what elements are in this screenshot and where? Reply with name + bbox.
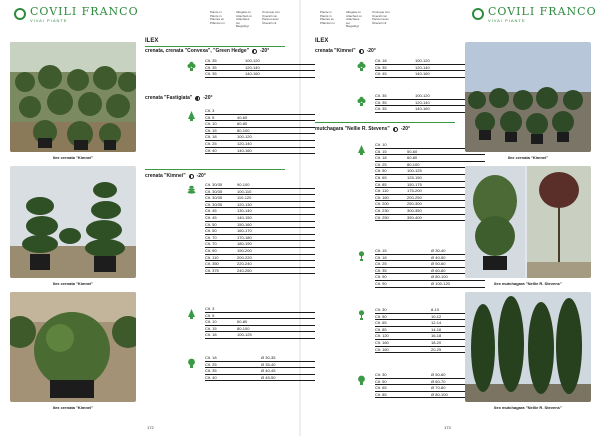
container-size: Clt. 65 — [375, 320, 387, 326]
plant-size: 120-140 — [237, 140, 252, 146]
half-sun-icon — [359, 49, 364, 54]
plant-size: 240-260 — [237, 267, 252, 273]
plant-size: 40-60 — [237, 114, 248, 120]
container-size: Clt. 160 — [375, 346, 389, 352]
table-row — [205, 375, 315, 382]
table-row — [205, 268, 315, 275]
container-size: Clt. 15 — [205, 325, 217, 331]
container-size: Clt. 10 — [205, 319, 217, 325]
plant-size: Ø 35-40 — [261, 361, 276, 367]
photo-caption: Ilex mutchagara "Nellie R. Stevens" — [494, 281, 562, 286]
plant-size: 140-160 — [237, 147, 252, 153]
section-rule — [315, 122, 455, 123]
plant-size: 14-16 — [431, 326, 442, 332]
size-table — [205, 355, 315, 381]
brand-sub: VIVAI PIANTE — [488, 18, 526, 23]
section-title: crenata "Kimnei" -20° — [315, 48, 376, 54]
plant-size: Ø 60-70 — [431, 378, 446, 384]
logo-ring-icon — [14, 8, 26, 20]
plant-size: 180-190 — [237, 241, 252, 247]
plant-size: 200-250 — [407, 194, 422, 200]
plant-size: Ø 70-80 — [431, 385, 446, 391]
table-row — [205, 248, 315, 255]
table-row — [205, 261, 315, 268]
container-size: Clt. 5 — [205, 114, 215, 120]
table-row — [205, 141, 315, 148]
table-row — [205, 148, 315, 155]
plant-size: Ø 80-100 — [431, 391, 448, 397]
cone-shape-icon — [357, 142, 366, 151]
half-sun-icon — [189, 174, 194, 179]
container-size: Clt. 160 — [375, 339, 389, 345]
size-table — [205, 182, 315, 274]
table-row — [205, 115, 315, 122]
container-size: Clt. 30 — [375, 307, 387, 312]
container-size: Clt. 50 — [375, 168, 387, 174]
legend-col: Piante in Plants in Plantes en Pflanzen in — [320, 10, 335, 25]
photo-ilex-kimnei-cloud — [10, 166, 136, 278]
container-size: Clt. 18 — [375, 155, 387, 161]
plant-size: 175-200 — [407, 188, 422, 194]
photo-ilex-kimnei-ball — [10, 292, 136, 402]
plant-size: Ø 40-50 — [431, 254, 446, 260]
container-size: Clt. 90 — [375, 280, 387, 286]
size-table — [205, 108, 315, 154]
photo-caption: Ilex mutchagara "Nellie R. Stevens" — [494, 405, 562, 410]
plant-size: 140-160 — [415, 106, 430, 112]
plant-size: 60-80 — [237, 121, 248, 127]
table-row — [205, 362, 315, 369]
container-size: Clt. 375 — [205, 267, 219, 273]
plant-size: Ø 30-35 — [261, 355, 276, 360]
table-row — [205, 182, 315, 189]
legend-col: Ovunque con Overall con Partout avec Überall mit — [372, 10, 390, 25]
table-row — [205, 241, 315, 248]
container-size: Clt. 30/35 — [205, 188, 223, 194]
container-size: Clt. 50 — [205, 221, 217, 227]
container-size: Clt. 90 — [205, 247, 217, 253]
plant-size: 8-10 — [431, 307, 440, 312]
container-size: Clt. 35 — [375, 267, 387, 273]
plant-size: 110-120 — [237, 195, 252, 201]
legend-col: Piante in Plants in Plantes en Pflanzen in — [210, 10, 225, 25]
legend-left — [210, 11, 280, 29]
plant-size: 60-80 — [237, 319, 248, 325]
container-size: Clt. 18 — [375, 254, 387, 260]
container-size: Clt. 5 — [205, 312, 215, 318]
size-table — [205, 58, 315, 78]
container-size: Clt. 35 — [375, 106, 387, 112]
plant-size: Ø 80-100 — [431, 274, 448, 280]
table-row — [205, 319, 315, 326]
container-size: Clt. 30 — [375, 372, 387, 377]
legend-col: Ovunque con Overall con Partout avec Überall mit — [262, 10, 280, 25]
plant-size: 125-150 — [407, 174, 422, 180]
plant-size: Ø 45-50 — [261, 374, 276, 380]
table-row — [205, 228, 315, 235]
size-table — [205, 306, 315, 339]
container-size: Clt. 70 — [205, 234, 217, 240]
table-row — [205, 134, 315, 141]
table-row — [205, 355, 315, 362]
plant-size: 100-110 — [237, 188, 252, 194]
container-size: Clt. 30/35 — [205, 195, 223, 201]
plant-size: 160-170 — [237, 228, 252, 234]
container-size: Clt. 200 — [375, 201, 389, 207]
brand-logo-left — [14, 6, 139, 24]
table-row — [205, 306, 315, 313]
plant-size: 100-120 — [237, 134, 252, 140]
table-row — [205, 195, 315, 202]
table-row — [205, 202, 315, 209]
container-size: Clt. 3 — [205, 306, 215, 311]
container-size: Clt. 230 — [375, 207, 389, 213]
table-row — [205, 215, 315, 222]
shrub-shape-icon — [357, 58, 366, 67]
container-size: Clt. 30/35 — [205, 201, 223, 207]
plant-size: 150-175 — [407, 181, 422, 187]
container-size: Clt. 35 — [205, 368, 217, 374]
container-size: Clt. 85 — [375, 181, 387, 187]
table-row — [205, 65, 315, 72]
plant-size: 140-160 — [415, 71, 430, 77]
table-row — [205, 71, 315, 78]
plant-size: 170-180 — [237, 234, 252, 240]
plant-size: 80-100 — [407, 161, 420, 167]
container-size: Clt. 45 — [375, 71, 387, 77]
container-size: Clt. 18 — [205, 332, 217, 338]
plant-size: 50-60 — [407, 148, 418, 154]
plant-size: 120-140 — [415, 99, 430, 105]
container-size: Clt. 110 — [205, 254, 219, 260]
container-size: Clt. 90 — [375, 274, 387, 280]
logo-ring-icon — [472, 8, 484, 20]
container-size: Clt. 35 — [375, 93, 387, 98]
plant-size: 190-200 — [237, 247, 252, 253]
plant-size: Ø 100-120 — [431, 280, 450, 286]
container-size: Clt. 350 — [205, 261, 219, 267]
table-row — [205, 128, 315, 135]
table-row — [205, 332, 315, 339]
cloud-shape-icon — [187, 182, 196, 191]
container-size: Clt. 35 — [205, 58, 217, 63]
table-row — [205, 121, 315, 128]
section-title: crenata "Fastigiata" -20° — [145, 95, 213, 101]
container-size: Clt. 15 — [205, 127, 217, 133]
container-size: Clt. 50 — [375, 313, 387, 319]
legend-col: Allegata on Attached on Attachées sur Beigefügt — [236, 10, 253, 29]
plant-size: 120-140 — [245, 64, 260, 70]
plant-size: Ø 30-40 — [431, 248, 446, 253]
ball-shape-icon — [357, 372, 366, 381]
plant-size: 120-130 — [237, 201, 252, 207]
plant-size: 200-220 — [237, 254, 252, 260]
section-title: mutchagara "Nellie R. Stevens" -20° — [315, 126, 411, 132]
plant-size: 100-120 — [245, 58, 260, 63]
ball-shape-icon — [187, 355, 196, 364]
container-size: Clt. 15 — [375, 148, 387, 154]
table-row — [205, 108, 315, 115]
section-rule — [145, 169, 285, 170]
plant-size: 100-125 — [407, 168, 422, 174]
legend-col: Allegata on Attached on Attachées sur Beigefügt — [346, 10, 363, 29]
plant-size: 100-125 — [237, 332, 252, 338]
plant-size: Ø 60-80 — [431, 267, 446, 273]
photo-ilex-kimnei-field — [10, 42, 136, 152]
plant-size: 20-25 — [431, 346, 442, 352]
container-size: Clt. 18 — [205, 355, 217, 360]
container-size: Clt. 25 — [375, 261, 387, 267]
table-row — [205, 368, 315, 375]
table-row — [205, 326, 315, 333]
container-size: Clt. 50 — [375, 378, 387, 384]
photo-ilex-kimnei-rows — [465, 42, 591, 152]
page-number-left: 172 — [147, 425, 154, 430]
plant-size: 130-140 — [237, 208, 252, 214]
container-size: Clt. 30/35 — [205, 182, 223, 187]
plant-size: 140-150 — [237, 214, 252, 220]
plant-size: 18-20 — [431, 339, 442, 345]
plant-size: Ø 50-60 — [431, 372, 446, 377]
section-title: crenata "Kimnei" -20° — [145, 173, 206, 179]
shrub-shape-icon — [187, 58, 196, 67]
plant-size: 120-140 — [415, 64, 430, 70]
table-row — [205, 222, 315, 229]
brand-name: COVILI FRANCO — [488, 5, 597, 18]
brand-logo-right — [472, 6, 597, 24]
section-title: crenata, crenata "Convexa", "Green Hedge" -20° — [145, 48, 270, 54]
plant-size: 250-300 — [407, 201, 422, 207]
plant-size: 100-120 — [415, 58, 430, 63]
table-row — [205, 58, 315, 65]
container-size: Clt. 10 — [375, 142, 387, 147]
container-size: Clt. 35 — [205, 71, 217, 77]
plant-size: 10-12 — [431, 313, 442, 319]
photo-ilex-nellie-trees — [465, 166, 591, 278]
container-size: Clt. 15 — [375, 248, 387, 253]
container-size: Clt. 120 — [375, 333, 389, 339]
container-size: Clt. 35 — [375, 99, 387, 105]
container-size: Clt. 35 — [205, 64, 217, 70]
container-size: Clt. 40 — [205, 147, 217, 153]
genus-title: ILEX — [145, 38, 159, 44]
plant-size: 300-350 — [407, 207, 422, 213]
container-size: Clt. 85 — [375, 391, 387, 397]
container-size: Clt. 45 — [205, 208, 217, 214]
plant-size: Ø 40-45 — [261, 368, 276, 374]
container-size: Clt. 25 — [205, 361, 217, 367]
photo-ilex-nellie-columns — [465, 292, 591, 402]
page-number-right: 173 — [444, 425, 451, 430]
standard-tree-icon — [357, 307, 366, 316]
half-sun-icon — [252, 49, 257, 54]
container-size: Clt. 35 — [375, 64, 387, 70]
container-size: Clt. 10 — [205, 121, 217, 127]
container-size: Clt. 50 — [205, 228, 217, 234]
plant-size: 16-18 — [431, 333, 442, 339]
container-size: Clt. 65 — [375, 174, 387, 180]
plant-size: 150-160 — [237, 221, 252, 227]
cone-shape-icon — [187, 108, 196, 117]
table-row — [205, 189, 315, 196]
standard-tree-icon — [357, 248, 366, 257]
brand-sub: VIVAI PIANTE — [30, 18, 68, 23]
container-size: Clt. 40 — [205, 374, 217, 380]
plant-size: 90-100 — [237, 182, 250, 187]
container-size: Clt. 160 — [375, 194, 389, 200]
photo-caption: Ilex crenata "Kimnei" — [52, 281, 94, 286]
brand-name: COVILI FRANCO — [30, 5, 139, 18]
cone-shape-icon — [187, 306, 196, 315]
plant-size: 80-100 — [237, 325, 250, 331]
container-size: Clt. 65 — [375, 385, 387, 391]
table-row — [205, 255, 315, 262]
legend-right — [320, 11, 390, 29]
photo-caption: Ilex crenata "Kimnei" — [507, 155, 549, 160]
container-size: Clt. 3 — [205, 108, 215, 113]
photo-caption: Ilex crenata "Kimnei" — [52, 155, 94, 160]
genus-title: ILEX — [315, 38, 329, 44]
plant-size: 140-160 — [245, 71, 260, 77]
container-size: Clt. 250 — [375, 214, 389, 220]
plant-size: Ø 50-60 — [431, 261, 446, 267]
container-size: Clt. 110 — [375, 188, 389, 194]
container-size: Clt. 70 — [205, 241, 217, 247]
container-size: Clt. 18 — [375, 58, 387, 63]
section-rule — [145, 46, 285, 47]
plant-size: 12-14 — [431, 320, 442, 326]
table-row — [205, 208, 315, 215]
table-row — [205, 235, 315, 242]
container-size: Clt. 25 — [375, 161, 387, 167]
plant-size: 60-80 — [407, 155, 418, 161]
plant-size: 220-240 — [237, 261, 252, 267]
plant-size: 100-120 — [415, 93, 430, 98]
plant-size: 80-100 — [237, 127, 250, 133]
half-sun-icon — [393, 127, 398, 132]
shrub-shape-icon — [357, 93, 366, 102]
half-sun-icon — [195, 96, 200, 101]
table-row — [205, 313, 315, 320]
container-size: Clt. 85 — [375, 326, 387, 332]
container-size: Clt. 25 — [205, 140, 217, 146]
photo-caption: Ilex crenata "Kimnei" — [52, 405, 94, 410]
container-size: Clt. 18 — [205, 134, 217, 140]
plant-size: 350-400 — [407, 214, 422, 220]
container-size: Clt. 45 — [205, 214, 217, 220]
